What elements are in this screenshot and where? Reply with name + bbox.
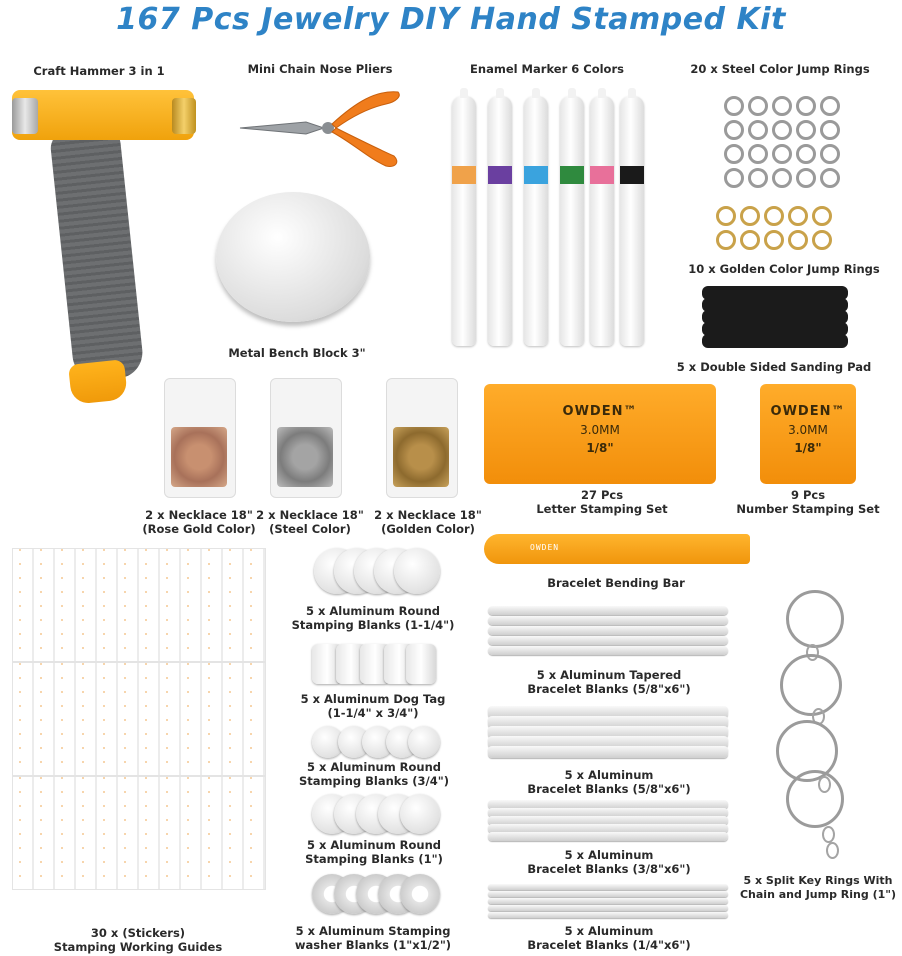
page-title: 167 Pcs Jewelry DIY Hand Stamped Kit [116, 2, 786, 37]
necklace-gold-box [386, 378, 458, 498]
pliers-label: Mini Chain Nose Pliers [247, 62, 393, 76]
round-medium-label: 5 x Aluminum Round Stamping Blanks (1") [305, 838, 443, 866]
sanding-pad-label: 5 x Double Sided Sanding Pad [676, 360, 872, 374]
letter-set-box [484, 384, 716, 484]
dog-tag-label: 5 x Aluminum Dog Tag (1-1/4" x 3/4") [300, 692, 446, 720]
number-set-brand: OWDEN™ [770, 404, 846, 419]
key-rings-label: 5 x Split Key Rings With Chain and Jump Ring (1") [739, 874, 897, 901]
steel-rings-label: 20 x Steel Color Jump Rings [690, 62, 870, 76]
stickers-label: 30 x (Stickers) Stamping Working Guides [53, 926, 223, 954]
letter-set-brand: OWDEN™ [562, 404, 638, 419]
bench-block-label: Metal Bench Block 3" [228, 346, 366, 360]
number-set-box [760, 384, 856, 484]
markers-label: Enamel Marker 6 Colors [470, 62, 624, 76]
steel-rings-image [724, 96, 840, 188]
round-small-label: 5 x Aluminum Round Stamping Blanks (3/4") [299, 760, 449, 788]
number-set-size: 3.0MM [788, 423, 828, 437]
number-set-label: 9 Pcs Number Stamping Set [736, 488, 880, 516]
bending-bar-label: Bracelet Bending Bar [547, 576, 685, 590]
bracelet-58-label: 5 x Aluminum Bracelet Blanks (5/8"x6") [527, 768, 691, 796]
hammer-label: Craft Hammer 3 in 1 [33, 64, 165, 78]
bending-bar-brand: OWDEN [530, 543, 560, 552]
number-set-fraction: 1/8" [794, 441, 822, 455]
letter-set-fraction: 1/8" [586, 441, 614, 455]
necklace-steel-box [270, 378, 342, 498]
round-large-label: 5 x Aluminum Round Stamping Blanks (1-1/4") [291, 604, 455, 632]
golden-rings-image [716, 206, 832, 250]
bracelet-38-label: 5 x Aluminum Bracelet Blanks (3/8"x6") [527, 848, 691, 876]
letter-set-label: 27 Pcs Letter Stamping Set [536, 488, 668, 516]
necklace-rose-label: 2 x Necklace 18" (Rose Gold Color) [142, 508, 256, 536]
bending-bar-image [484, 534, 750, 564]
tapered-label: 5 x Aluminum Tapered Bracelet Blanks (5/8"x6") [527, 668, 691, 696]
washer-label: 5 x Aluminum Stamping washer Blanks (1"x1/2") [294, 924, 452, 952]
letter-set-size: 3.0MM [580, 423, 620, 437]
necklace-steel-label: 2 x Necklace 18" (Steel Color) [256, 508, 364, 536]
bench-block-image [216, 192, 370, 322]
necklace-rose-box [164, 378, 236, 498]
golden-rings-label: 10 x Golden Color Jump Rings [688, 262, 880, 276]
necklace-gold-label: 2 x Necklace 18" (Golden Color) [374, 508, 482, 536]
pliers-image [236, 82, 406, 172]
bracelet-14-label: 5 x Aluminum Bracelet Blanks (1/4"x6") [527, 924, 691, 952]
